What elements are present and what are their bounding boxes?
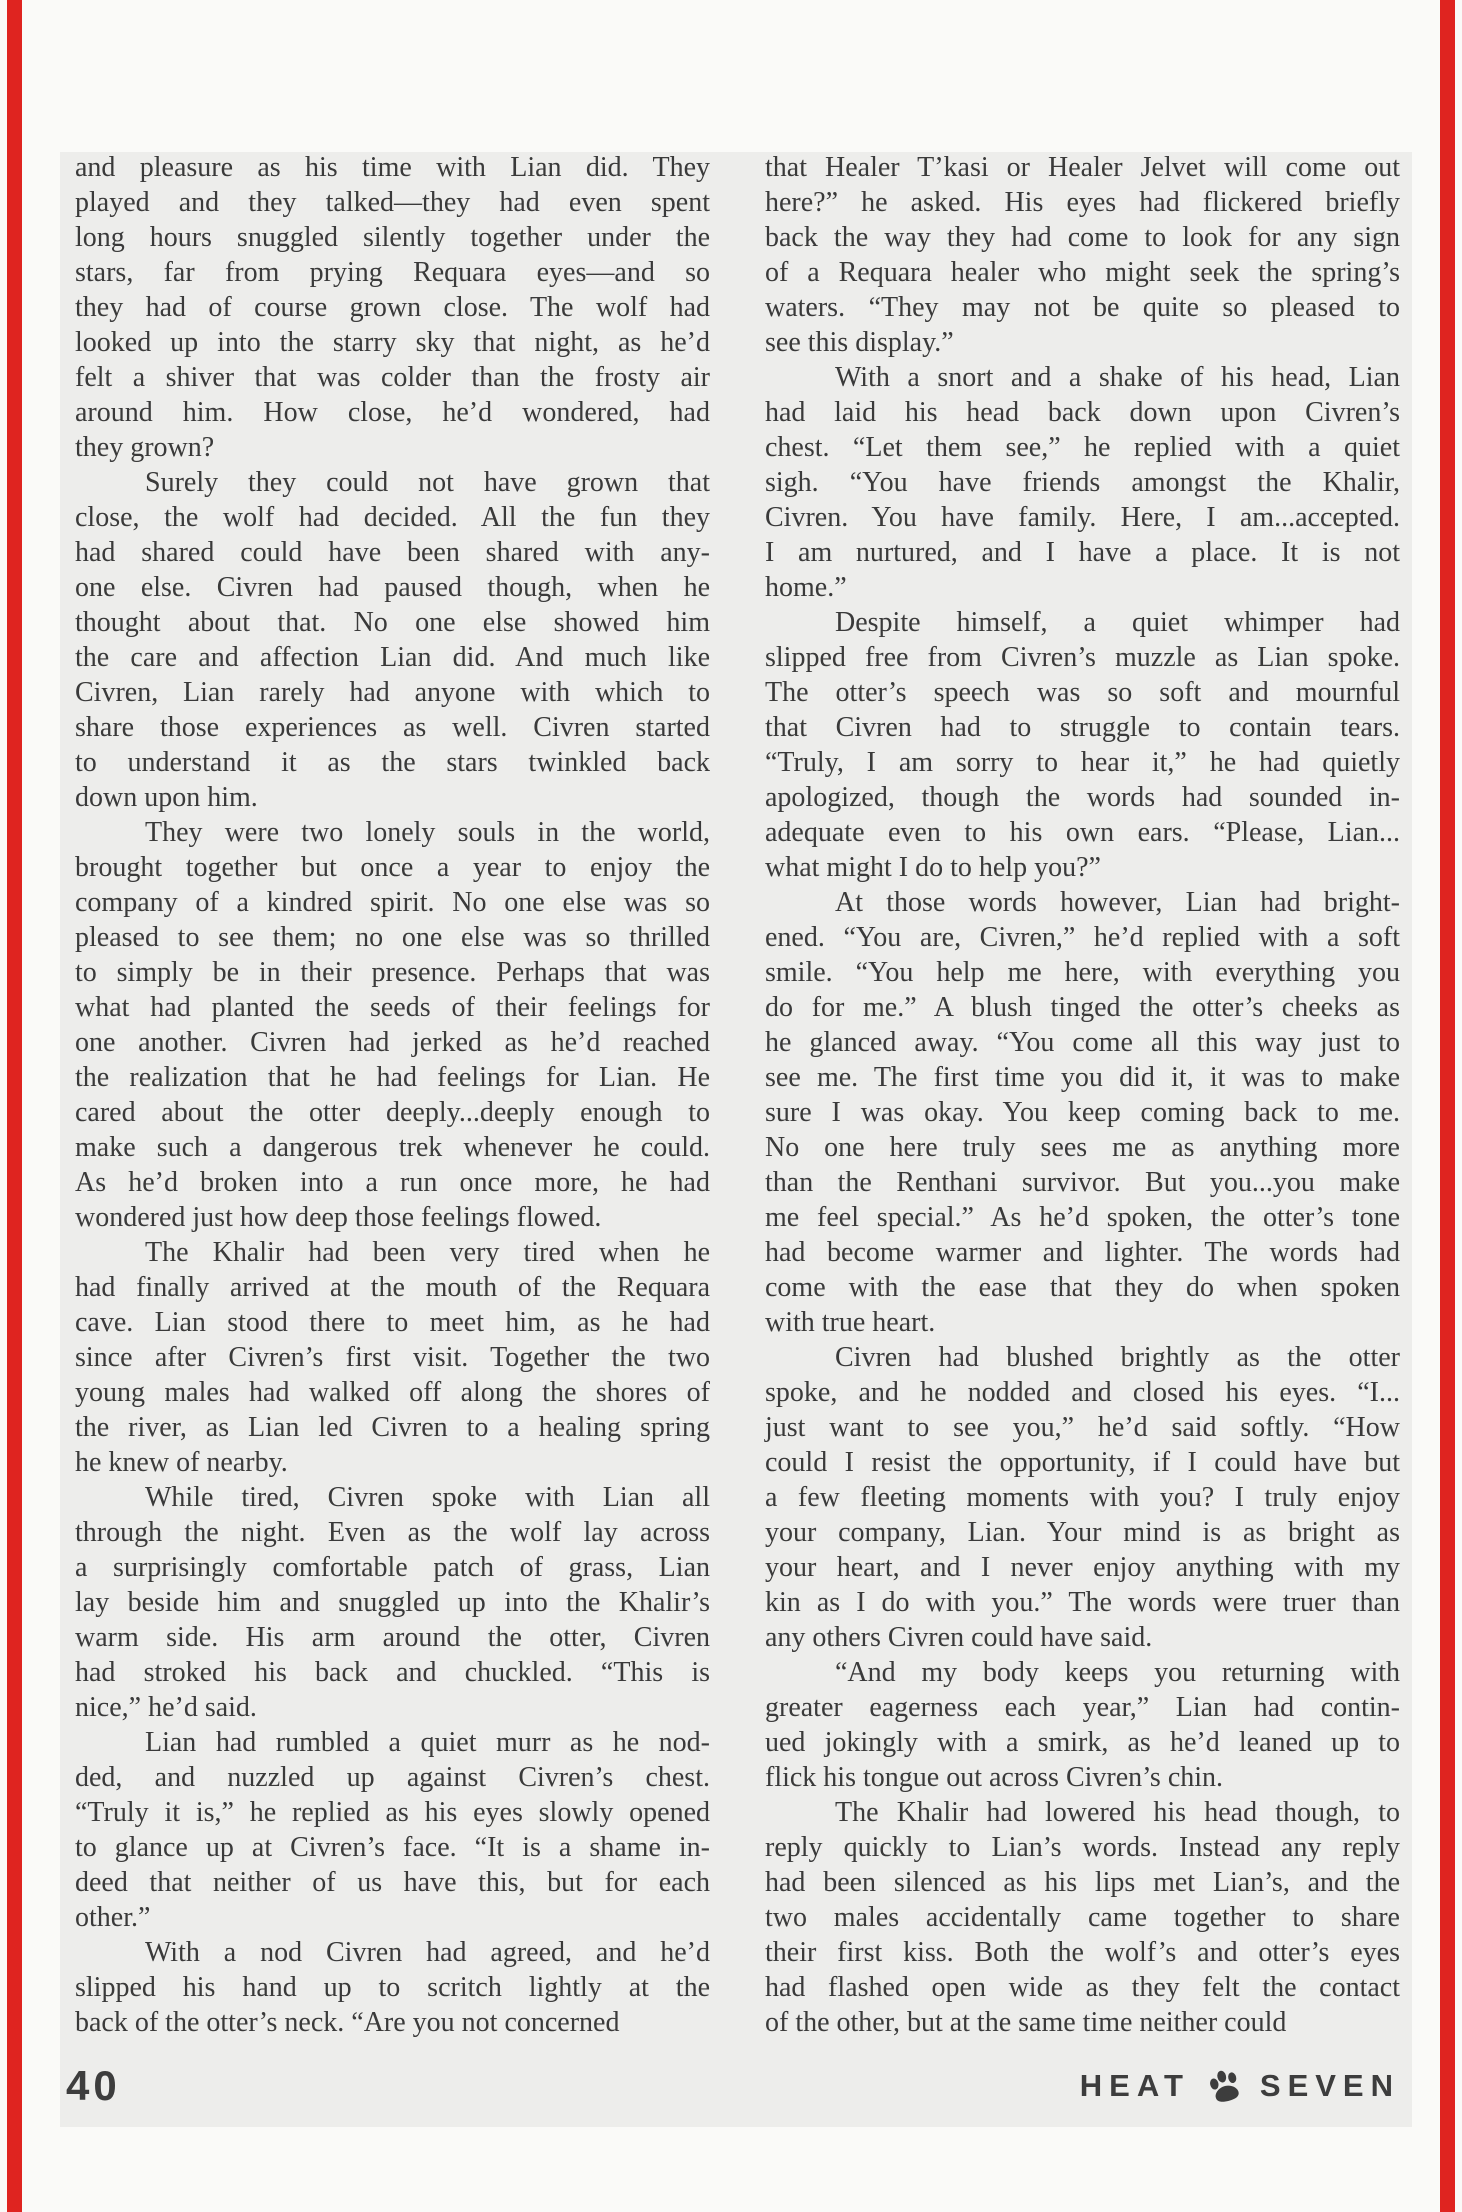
text-line: The Khalir had been very tired when he (145, 1237, 710, 1268)
text-line: since after Civren’s first visit. Together the two (75, 1342, 710, 1373)
text-line: brought together but once a year to enjoy the (75, 852, 710, 883)
text-line: I am nurtured, and I have a place. It is not (765, 537, 1400, 568)
text-line: had flashed open wide as they felt the contact (765, 1972, 1400, 2003)
text-line: back of the otter’s neck. “Are you not concerned (75, 2007, 620, 2038)
text-line: a surprisingly comfortable patch of grass, Lian (75, 1552, 710, 1583)
text-line: the realization that he had feelings for Lian. He (75, 1062, 710, 1093)
text-line: sigh. “You have friends amongst the Khalir, (765, 467, 1400, 498)
text-line: looked up into the starry sky that night, as he’d (75, 327, 710, 358)
text-line: pleased to see them; no one else was so thrilled (75, 922, 710, 953)
text-line: greater eagerness each year,” Lian had contin- (765, 1692, 1400, 1723)
text-line: what had planted the seeds of their feelings for (75, 992, 710, 1023)
text-line: With a nod Civren had agreed, and he’d (145, 1937, 710, 1968)
text-line: long hours snuggled silently together under the (75, 222, 710, 253)
text-line: played and they talked—they had even spent (75, 187, 710, 218)
text-line: had shared could have been shared with any- (75, 537, 710, 568)
right-red-edge (1440, 0, 1455, 2212)
text-line: Despite himself, a quiet whimper had (835, 607, 1400, 638)
text-line: close, the wolf had decided. All the fun they (75, 502, 710, 533)
magazine-title: HEAT (1079, 2068, 1190, 2103)
text-line: ued jokingly with a smirk, as he’d leaned up to (765, 1727, 1400, 1758)
text-line: make such a dangerous trek whenever he could. (75, 1132, 710, 1163)
text-line: wondered just how deep those feelings flowed. (75, 1202, 602, 1233)
text-line: what might I do to help you?” (765, 852, 1101, 883)
text-line: “Truly, I am sorry to hear it,” he had quietly (765, 747, 1400, 778)
text-line: ded, and nuzzled up against Civren’s chest. (75, 1762, 710, 1793)
text-line: me feel special.” As he’d spoken, the otter’s tone (765, 1202, 1400, 1233)
text-line: “And my body keeps you returning with (835, 1657, 1400, 1688)
text-line: to simply be in their presence. Perhaps that was (75, 957, 710, 988)
text-line: felt a shiver that was colder than the frosty air (75, 362, 710, 393)
text-line: reply quickly to Lian’s words. Instead any reply (765, 1832, 1400, 1863)
text-line: had laid his head back down upon Civren’s (765, 397, 1400, 428)
text-line: “Truly it is,” he replied as his eyes slowly opened (75, 1797, 710, 1828)
text-line: chest. “Let them see,” he replied with a quiet (765, 432, 1400, 463)
text-line: sure I was okay. You keep coming back to me. (765, 1097, 1400, 1128)
text-line: of the other, but at the same time neither could (765, 2007, 1287, 2038)
text-line: Lian had rumbled a quiet murr as he nod- (145, 1727, 710, 1758)
page-number: 40 (66, 2062, 121, 2109)
text-line: a few fleeting moments with you? I truly enjoy (765, 1482, 1400, 1513)
text-line: With a snort and a shake of his head, Lian (835, 362, 1400, 393)
text-line: slipped free from Civren’s muzzle as Lian spoke. (765, 642, 1400, 673)
text-line: back the way they had come to look for any sign (765, 222, 1400, 253)
issue-label: SEVEN (1259, 2068, 1400, 2103)
text-line: adequate even to his own ears. “Please, Lian... (765, 817, 1400, 848)
text-line: see this display.” (765, 327, 954, 358)
text-line: No one here truly sees me as anything more (765, 1132, 1400, 1163)
text-line: lay beside him and snuggled up into the Khalir’s (75, 1587, 710, 1618)
text-line: one another. Civren had jerked as he’d reached (75, 1027, 710, 1058)
text-line: do for me.” A blush tinged the otter’s cheeks as (765, 992, 1400, 1023)
text-line: Civren. You have family. Here, I am...accepted. (765, 502, 1400, 533)
text-line: share those experiences as well. Civren started (75, 712, 710, 743)
text-line: other.” (75, 1902, 151, 1933)
text-line: cave. Lian stood there to meet him, as he had (75, 1307, 710, 1338)
text-line: see me. The first time you did it, it was to make (765, 1062, 1400, 1093)
text-line: to glance up at Civren’s face. “It is a shame in- (75, 1832, 710, 1863)
text-line: just want to see you,” he’d said softly. “How (765, 1412, 1400, 1443)
text-line: warm side. His arm around the otter, Civren (75, 1622, 710, 1653)
text-line: kin as I do with you.” The words were truer than (765, 1587, 1400, 1618)
text-line: he glanced away. “You come all this way just to (765, 1027, 1400, 1058)
text-line: young males had walked off along the shores of (75, 1377, 710, 1408)
text-line: deed that neither of us have this, but for each (75, 1867, 710, 1898)
text-column-right (765, 150, 1400, 2040)
text-line: with true heart. (765, 1307, 936, 1338)
text-line: smile. “You help me here, with everything you (765, 957, 1400, 988)
text-line: your heart, and I never enjoy anything with my (765, 1552, 1400, 1583)
text-line: your company, Lian. Your mind is as bright as (765, 1517, 1400, 1548)
text-line: here?” he asked. His eyes had flickered briefly (765, 187, 1400, 218)
text-line: had been silenced as his lips met Lian’s, and the (765, 1867, 1400, 1898)
text-line: Civren had blushed brightly as the otter (835, 1342, 1400, 1373)
text-line: the care and affection Lian did. And much like (75, 642, 710, 673)
text-line: At those words however, Lian had bright- (835, 887, 1400, 918)
paw-icon (1206, 2068, 1244, 2104)
text-line: around him. How close, he’d wondered, had (75, 397, 710, 428)
text-line: that Civren had to struggle to contain tears. (765, 712, 1400, 743)
text-line: The Khalir had lowered his head though, to (835, 1797, 1400, 1828)
text-line: nice,” he’d said. (75, 1692, 257, 1723)
text-line: The otter’s speech was so soft and mournful (765, 677, 1400, 708)
text-line: come with the ease that they do when spoken (765, 1272, 1400, 1303)
text-line: cared about the otter deeply...deeply enough to (75, 1097, 710, 1128)
text-line: company of a kindred spirit. No one else was so (75, 887, 710, 918)
text-line: slipped his hand up to scritch lightly at the (75, 1972, 710, 2003)
text-line: apologized, though the words had sounded in- (765, 782, 1400, 813)
text-line: While tired, Civren spoke with Lian all (145, 1482, 710, 1513)
text-line: their first kiss. Both the wolf’s and otter’s eyes (765, 1937, 1400, 1968)
text-line: Surely they could not have grown that (145, 467, 710, 498)
text-line: ened. “You are, Civren,” he’d replied with a soft (765, 922, 1400, 953)
text-line: that Healer T’kasi or Healer Jelvet will come out (765, 152, 1400, 183)
text-line: They were two lonely souls in the world, (145, 817, 710, 848)
text-column-left (75, 150, 710, 2040)
text-line: spoke, and he nodded and closed his eyes. “I... (765, 1377, 1400, 1408)
text-line: through the night. Even as the wolf lay across (75, 1517, 710, 1548)
text-line: had become warmer and lighter. The words had (765, 1237, 1400, 1268)
text-line: home.” (765, 572, 847, 603)
text-line: he knew of nearby. (75, 1447, 288, 1478)
text-line: they grown? (75, 432, 215, 463)
text-line: had finally arrived at the mouth of the Requara (75, 1272, 710, 1303)
text-line: of a Requara healer who might seek the spring’s (765, 257, 1400, 288)
text-line: down upon him. (75, 782, 258, 813)
text-line: stars, far from prying Requara eyes—and so (75, 257, 710, 288)
magazine-footer (1080, 2068, 1400, 2104)
text-line: the river, as Lian led Civren to a healing spring (75, 1412, 710, 1443)
text-line: had stroked his back and chuckled. “This is (75, 1657, 710, 1688)
text-line: one else. Civren had paused though, when he (75, 572, 710, 603)
text-line: thought about that. No one else showed him (75, 607, 710, 638)
text-line: Civren, Lian rarely had anyone with which to (75, 677, 710, 708)
text-line: waters. “They may not be quite so pleased to (765, 292, 1400, 323)
text-line: could I resist the opportunity, if I could have but (765, 1447, 1400, 1478)
text-line: and pleasure as his time with Lian did. They (75, 152, 710, 183)
left-red-edge (7, 0, 22, 2212)
text-line: two males accidentally came together to share (765, 1902, 1400, 1933)
text-line: to understand it as the stars twinkled back (75, 747, 710, 778)
text-line: flick his tongue out across Civren’s chin. (765, 1762, 1224, 1793)
text-line: As he’d broken into a run once more, he had (75, 1167, 710, 1198)
text-line: they had of course grown close. The wolf had (75, 292, 710, 323)
text-line: than the Renthani survivor. But you...you make (765, 1167, 1400, 1198)
text-line: any others Civren could have said. (765, 1622, 1153, 1653)
